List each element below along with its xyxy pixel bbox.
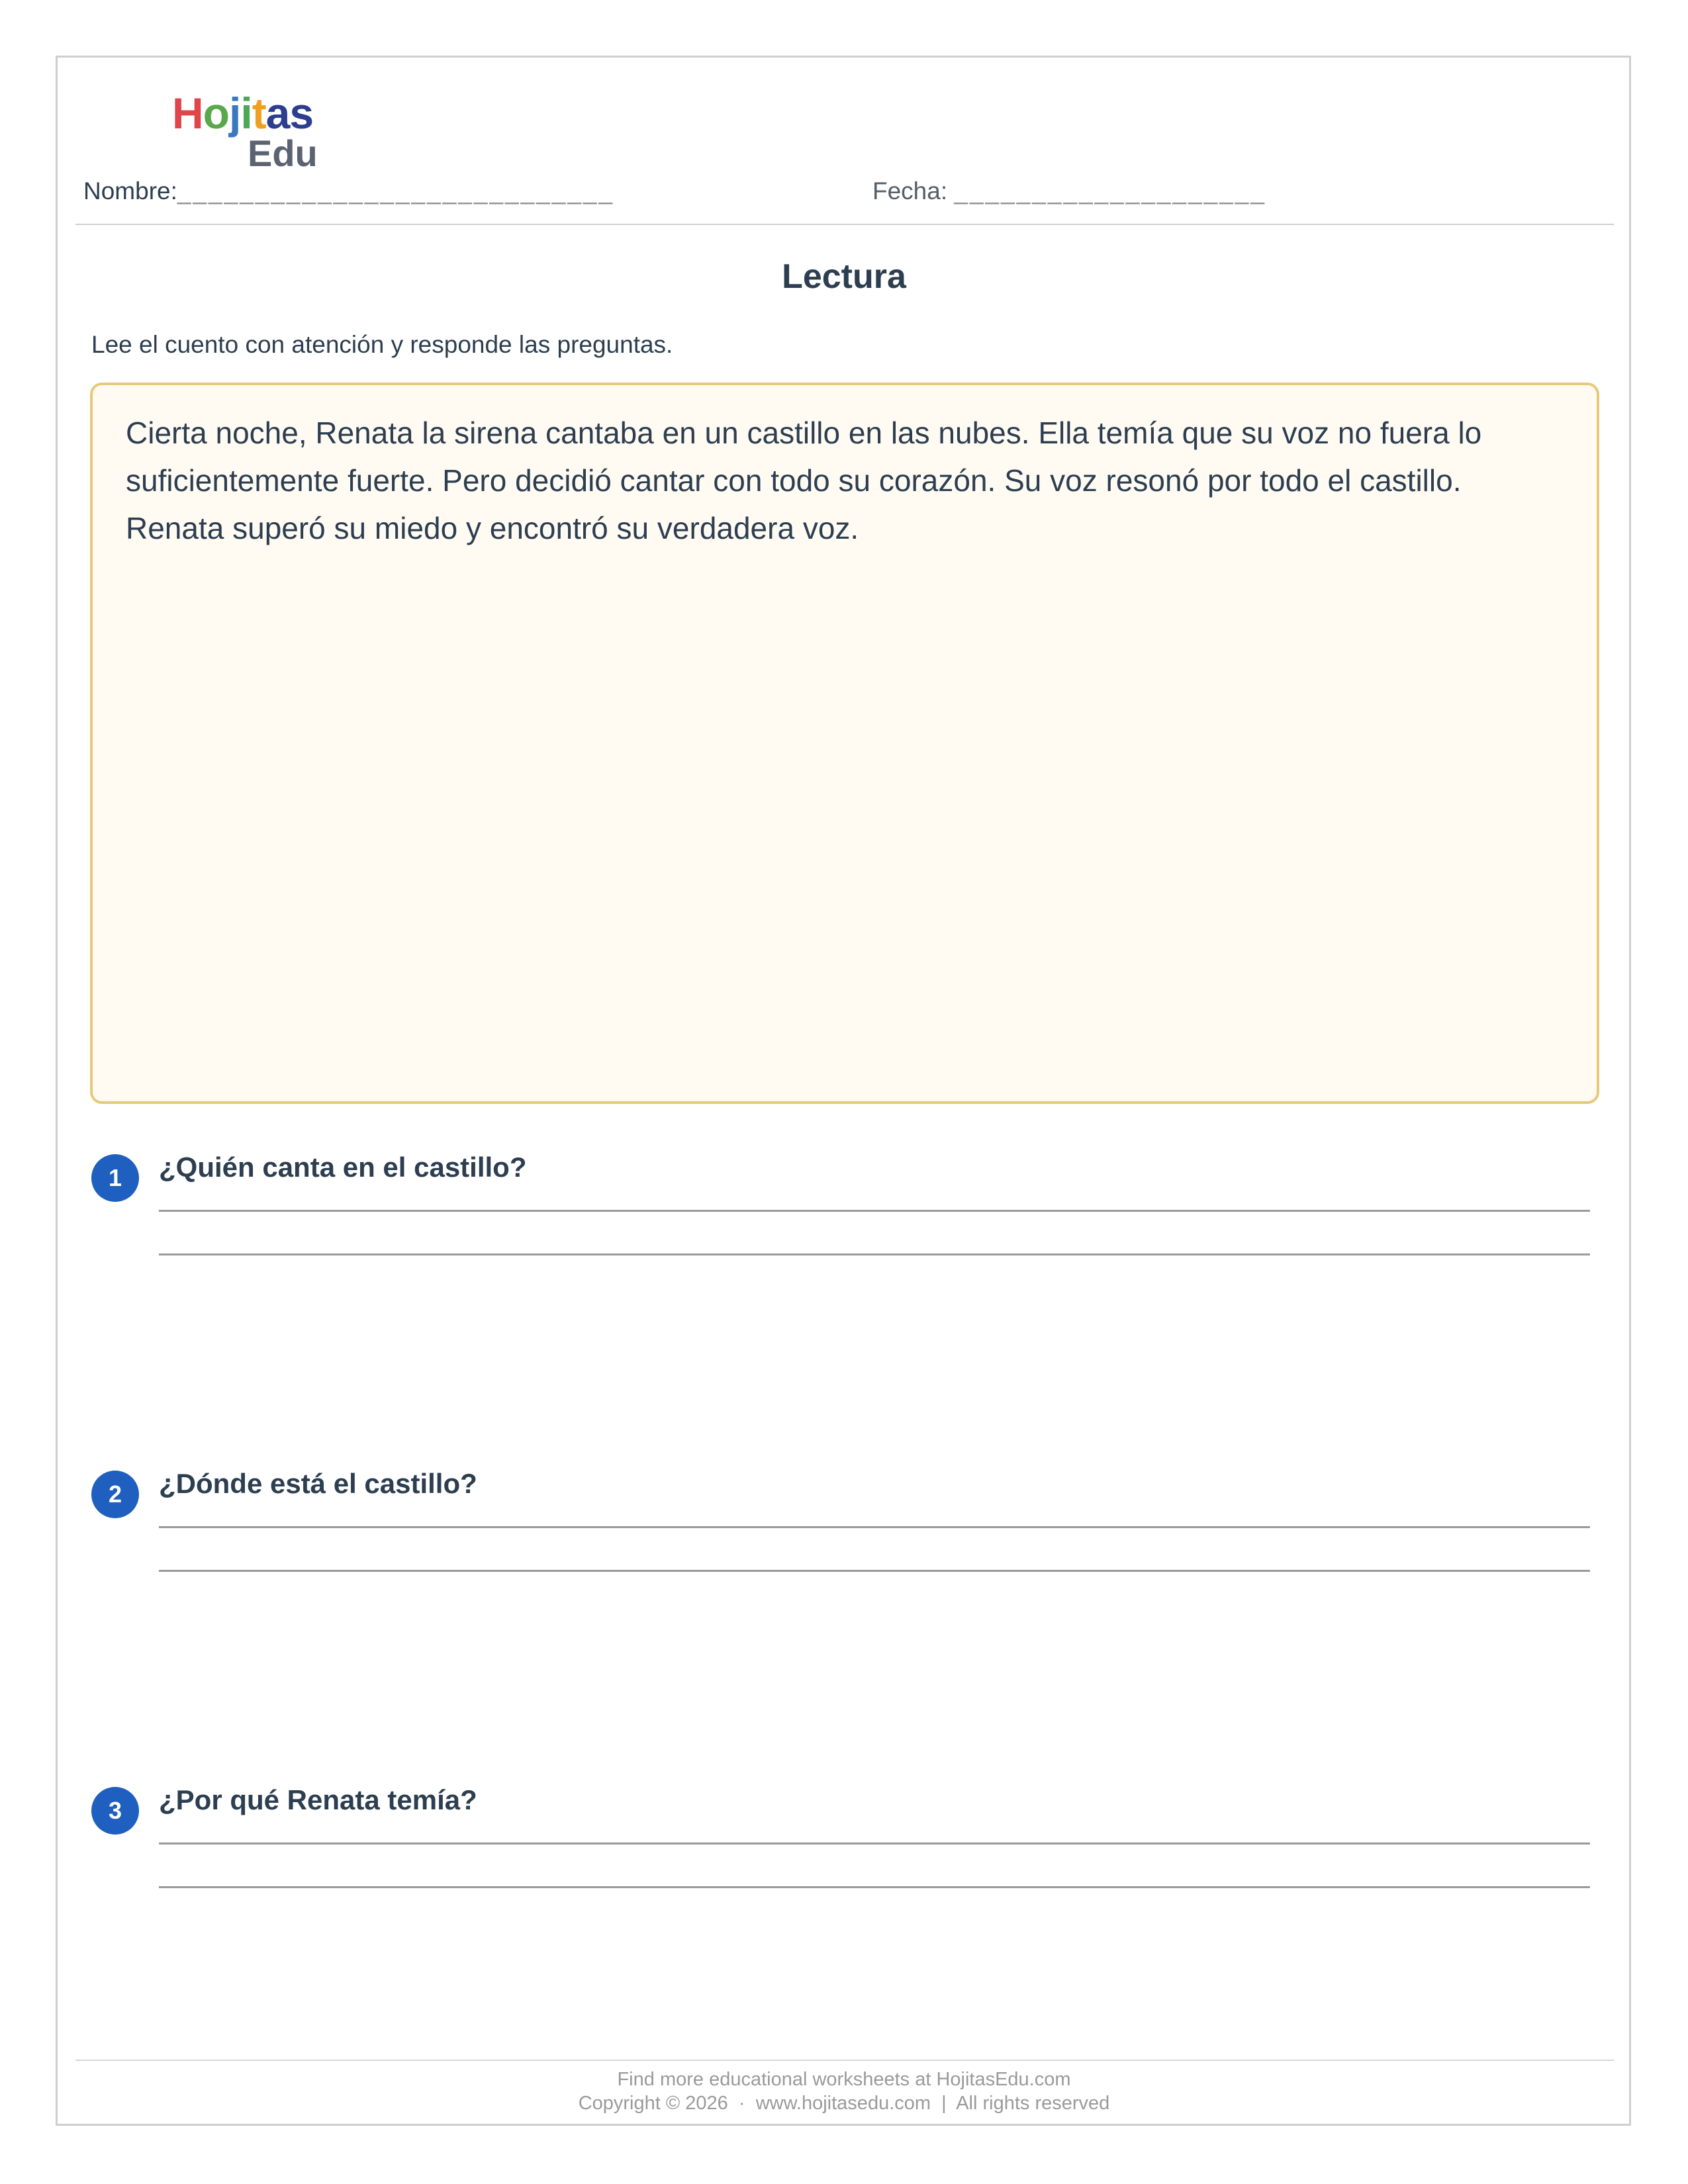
answer-line[interactable] [159,1570,1590,1572]
footer-promo-text: Find more educational worksheets at HojitasEdu.com [617,2069,1071,2090]
story-box [90,383,1599,1104]
question-text: ¿Por qué Renata temía? [159,1784,477,1815]
answer-line[interactable] [159,1210,1590,1212]
name-label: Nombre: [83,177,177,205]
answer-line[interactable] [159,1526,1590,1528]
logo-wordmark: Hojitas [172,89,314,138]
answer-line[interactable] [159,1886,1590,1888]
header-divider [75,224,1614,225]
page-title: Lectura [782,257,906,296]
footer-divider [75,2060,1614,2061]
date-field[interactable] [872,177,1266,205]
logo-subtitle: Edu [248,132,318,174]
name-blank: ____________________________ [177,177,615,205]
question-text: ¿Quién canta en el castillo? [159,1152,527,1183]
question-1 [91,1144,1594,1276]
question-number-badge: 1 [91,1154,139,1202]
hojitas-edu-logo [172,89,331,174]
instructions-text: Lee el cuento con atención y responde las preguntas. [91,331,673,358]
answer-line[interactable] [159,1843,1590,1844]
date-label: Fecha: [872,177,948,205]
story-text: Cierta noche, Renata la sirena cantaba en un castillo en las nubes. Ella temía que su voz no fuera lo suficientemente fuerte. Pero decidió cantar con todo su corazón. Su voz resonó por todo el castillo. Renata superó su miedo y encontró su verdadera voz. [126,416,1482,545]
question-number-badge: 2 [91,1471,139,1518]
question-number-badge: 3 [91,1787,139,1835]
footer-copyright: Copyright © 2026 · www.hojitasedu.com | All rights reserved [578,2093,1110,2114]
date-blank: ____________________ [954,177,1266,205]
answer-line[interactable] [159,1253,1590,1255]
name-field[interactable] [83,177,614,205]
question-text: ¿Dónde está el castillo? [159,1468,477,1499]
question-3 [91,1776,1594,1909]
question-2 [91,1460,1594,1592]
